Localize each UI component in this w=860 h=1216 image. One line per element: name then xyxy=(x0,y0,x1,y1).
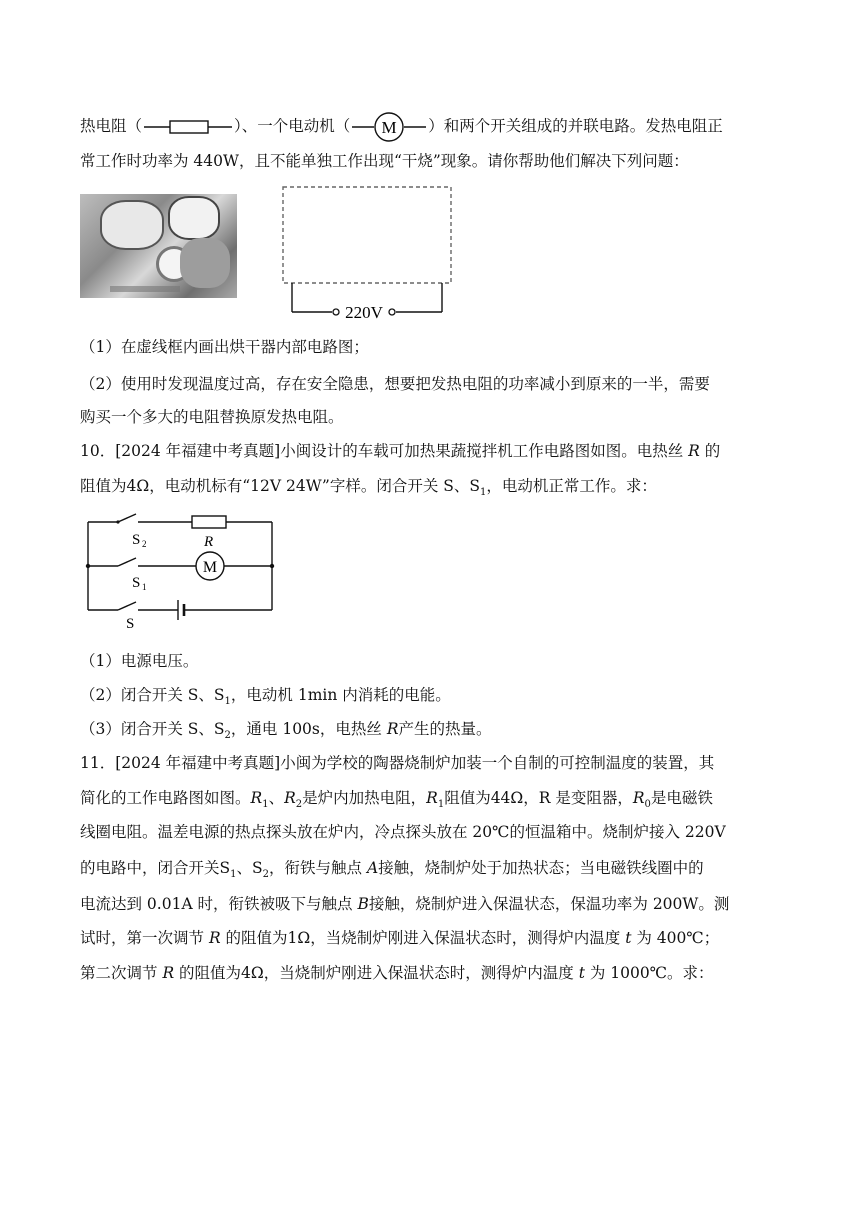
text: 是炉内加热电阻， xyxy=(302,789,427,807)
q11-line-5 xyxy=(80,893,729,915)
symbol-t: t xyxy=(578,964,585,982)
subscript: 1 xyxy=(224,696,231,708)
symbol-R: R xyxy=(208,929,221,947)
voltage-label: 220V xyxy=(345,303,383,322)
resistor-symbol-icon xyxy=(142,118,234,136)
dryer-body-shape xyxy=(180,238,230,288)
shoe-shape xyxy=(100,200,164,250)
symbol-R: R xyxy=(688,442,700,460)
subscript: 1 xyxy=(437,799,445,811)
q9-part-2-line-1: （2）使用时发现温度过高，存在安全隐患，想要把发热电阻的功率减小到原来的一半，需要 xyxy=(80,375,710,393)
symbol-R2: R xyxy=(284,789,296,807)
text: ，衔铁与触点 xyxy=(269,859,367,877)
q10-part-2 xyxy=(80,684,451,713)
text: ）、一个电动机（ xyxy=(234,117,351,135)
symbol-R: R xyxy=(162,964,175,982)
intro-line-2: 常工作时功率为 440W，且不能单独工作出现“干烧”现象。请你帮助他们解决下列问题： xyxy=(80,152,689,170)
q9-part-1: （1）在虚线框内画出烘干器内部电路图； xyxy=(80,338,369,356)
text: 10．[2024 年福建中考真题]小闽设计的车载可加热果蔬搅拌机工作电路图如图。电热丝 xyxy=(80,442,689,460)
subscript: 2 xyxy=(295,799,303,811)
symbol-R1: R xyxy=(250,789,263,807)
text: 接触，烧制炉进入保温状态，保温功率为 200W。测 xyxy=(368,895,730,913)
q11-line-7 xyxy=(80,962,714,984)
q11-line-4 xyxy=(80,857,704,886)
watermark-bar xyxy=(110,286,180,292)
dryer-photo xyxy=(80,194,237,298)
text: 的电路中，闭合开关S xyxy=(80,859,231,877)
text: 的 xyxy=(699,442,721,460)
q9-part-2-line-2: 购买一个多大的电阻替换原发热电阻。 xyxy=(80,408,344,426)
text: 热电阻（ xyxy=(80,117,143,135)
text: 、 xyxy=(268,789,285,807)
symbol-A: A xyxy=(366,859,379,877)
text: 阻值为44Ω，R 是变阻器， xyxy=(444,789,633,807)
subscript: 1 xyxy=(480,487,487,499)
text: 产生的热量。 xyxy=(398,720,492,738)
text: 接触，烧制炉处于加热状态；当电磁铁线圈中的 xyxy=(378,859,704,877)
q10-part-1: （1）电源电压。 xyxy=(80,652,199,670)
q11-line-2 xyxy=(80,787,713,816)
q10-part-3 xyxy=(80,718,492,747)
q10-line-1 xyxy=(80,440,720,462)
q11-line-3: 线圈电阻。温差电源的热点探头放在炉内，冷点探头放在 20℃的恒温箱中。烧制炉接入 220V xyxy=(80,823,726,841)
label-S2: S xyxy=(132,532,141,548)
subscript: 1 xyxy=(262,799,269,811)
circuit-frame xyxy=(282,186,452,322)
text: ，电动机 1min 内消耗的电能。 xyxy=(230,686,451,704)
motor-symbol-icon xyxy=(350,112,428,142)
q10-line-2 xyxy=(80,475,657,504)
q11-line-6 xyxy=(80,927,719,949)
subscript: 2 xyxy=(262,869,269,881)
text: 第二次调节 xyxy=(80,964,163,982)
text: 电流达到 0.01A 时，衔铁被吸下与触点 xyxy=(80,895,358,913)
text: 简化的工作电路图如图。 xyxy=(80,789,251,807)
symbol-B: B xyxy=(357,895,369,913)
text: 试时，第一次调节 xyxy=(80,929,209,947)
label-M: M xyxy=(202,559,218,576)
shoe-shape xyxy=(168,196,220,240)
text: （2）闭合开关 S、S xyxy=(80,686,225,704)
text: 、S xyxy=(236,859,263,877)
label-R: R xyxy=(204,534,214,550)
text: 的阻值为1Ω，当烧制炉刚进入保温状态时，测得炉内温度 xyxy=(220,929,626,947)
q10-circuit-diagram xyxy=(80,512,280,632)
text: ）和两个开关组成的并联电路。发热电阻正 xyxy=(428,117,723,135)
symbol-R1: R xyxy=(426,789,438,807)
subscript: 1 xyxy=(230,869,237,881)
label-S2-sub: 2 xyxy=(142,539,147,549)
text: 为 1000℃。求： xyxy=(584,964,714,982)
symbol-R: R xyxy=(386,720,399,738)
symbol-R0: R xyxy=(632,789,645,807)
text: ，通电 100s，电热丝 xyxy=(230,720,387,738)
text: 的阻值为4Ω，当烧制炉刚进入保温状态时，测得炉内温度 xyxy=(174,964,579,982)
motor-symbol-label: M xyxy=(381,118,397,137)
symbol-t: t xyxy=(625,929,632,947)
label-S1: S xyxy=(132,575,141,591)
subscript: 2 xyxy=(224,730,231,742)
intro-line-1 xyxy=(80,112,723,142)
label-S: S xyxy=(126,616,135,632)
text: 为 400℃； xyxy=(631,929,720,947)
q11-line-1: 11．[2024 年福建中考真题]小闽为学校的陶器烧制炉加装一个自制的可控制温度的装置，其 xyxy=(80,754,715,772)
text: （3）闭合开关 S、S xyxy=(80,720,225,738)
text: ，电动机正常工作。求： xyxy=(486,477,657,495)
text: 阻值为4Ω，电动机标有“12V 24W”字样。闭合开关 S、S xyxy=(80,477,481,495)
subscript: 0 xyxy=(644,799,651,811)
text: 是电磁铁 xyxy=(650,789,713,807)
label-S1-sub: 1 xyxy=(142,582,147,592)
